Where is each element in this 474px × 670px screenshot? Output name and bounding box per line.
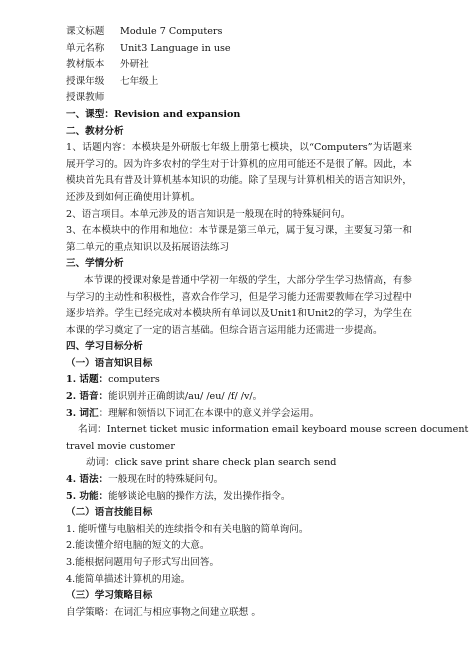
knowledge-item: 1. 话题：computers (66, 374, 160, 386)
item-number: 3 (66, 407, 73, 419)
item-label: 话题： (79, 374, 109, 386)
knowledge-item: 4. 语法：一般现在时的特殊疑问句。 (66, 474, 224, 486)
item-text: 能识别并正确朗读/au/ /eu/ /f/ /v/。 (108, 391, 263, 403)
verbs-line (66, 455, 412, 472)
verbs-label: 动词： (86, 457, 115, 469)
item-text: ：理解和领悟以下词汇在本课中的意义并学会运用。 (98, 407, 320, 419)
knowledge-item: 3. 词汇：理解和领悟以下词汇在本课中的意义并学会运用。 (66, 407, 320, 419)
meta-grade-row (66, 74, 412, 91)
nouns-label: 名词： (78, 424, 107, 436)
item-label: 词汇 (79, 407, 99, 419)
meta-value: 外研社 (120, 59, 149, 71)
nouns-line-cont: travel movie customer (66, 440, 175, 452)
paragraph: 3、在本模块中的作用和地位：本节课是第三单元，属于复习课，主要复习第一和第二单元的重点知识以及拓展语法练习 (66, 225, 412, 253)
meta-key: 授课教师 (66, 92, 105, 104)
item-number: 4 (66, 474, 73, 486)
item-number: 5 (66, 490, 73, 502)
section-heading: 二、教材分析 (66, 125, 124, 137)
strategy-text: 自学策略：在词汇与相应事物之间建立联想 。 (66, 606, 261, 618)
item-text: computers (108, 374, 160, 386)
meta-value: Module 7 Computers (120, 26, 223, 37)
nouns-list: Internet ticket music information email keyboard mouse screen document (106, 424, 469, 436)
meta-teacher-row (66, 90, 412, 107)
meta-key: 单元名称 (66, 42, 105, 54)
meta-key: 授课年级 (66, 75, 105, 87)
section-heading: 四、学习目标分析 (66, 341, 143, 353)
item-number: 2 (66, 391, 73, 403)
meta-unit-row (66, 41, 412, 58)
verbs-list: click save print share check plan search send (114, 457, 337, 469)
skill-item: 4.能简单描述计算机的用途。 (66, 573, 191, 585)
meta-key: 教材版本 (66, 59, 105, 71)
item-number: 1 (66, 374, 73, 386)
skill-item: 3.能根据问题用句子形式写出回答。 (66, 557, 220, 568)
paragraph: 1、话题内容：本模块是外研版七年级上册第七模块，以“Computers”为话题来展开学习的。因为许多农村的学生对于计算机的应用可能还不是很了解。因此，本模块首先具有普及计算机基本知识的功能。除了呈现与计算机相关的语言知识外，还涉及到如何正确使用计算机。 (66, 142, 412, 203)
lesson-plan (66, 24, 469, 621)
meta-edition-row (66, 57, 412, 74)
paragraph: 本节课的授课对象是普通中学初一年级的学生，大部分学生学习热情高，有参与学习的主动性和积极性，喜欢合作学习，但是学习能力还需要教师在学习过程中逐步培养。学生已经完成对本模块所有单词以及Unit1和Unit2的学习，为学生在本课的学习奠定了一定的语言基础。但综合语言运用能力还需进一步提高。 (66, 274, 412, 336)
item-label: 语法： (79, 474, 109, 486)
section-heading: 三、学情分析 (66, 258, 124, 270)
paragraph: 2、语言项目。本单元涉及的语言知识是一般现在时的特殊疑问句。 (66, 208, 351, 220)
meta-value: Unit3 Language in use (120, 42, 231, 54)
section-heading: 一、课型：Revision and expansion (66, 108, 241, 120)
item-label: 语音： (79, 391, 109, 403)
item-text: 一般现在时的特殊疑问句。 (108, 474, 224, 486)
skill-item: 2.能读懂介绍电脑的短文的大意。 (66, 540, 210, 552)
knowledge-item: 2. 语音：能识别并正确朗读/au/ /eu/ /f/ /v/。 (66, 391, 263, 403)
nouns-line (66, 422, 469, 439)
subsection-heading: （一）语言知识目标 (66, 357, 153, 369)
subsection-heading: （二）语言技能目标 (66, 507, 153, 519)
meta-title-row (66, 24, 412, 41)
item-label: 功能： (79, 490, 109, 502)
meta-value: 七年级上 (120, 75, 159, 87)
knowledge-item: 5. 功能：能够谈论电脑的操作方法，发出操作指令。 (66, 490, 291, 502)
skill-item: 1. 能听懂与电脑相关的连续指令和有关电脑的简单询问。 (66, 523, 309, 535)
item-text: 能够谈论电脑的操作方法，发出操作指令。 (108, 490, 291, 502)
meta-key: 课文标题 (66, 26, 105, 37)
subsection-heading: （三）学习策略目标 (66, 590, 153, 602)
